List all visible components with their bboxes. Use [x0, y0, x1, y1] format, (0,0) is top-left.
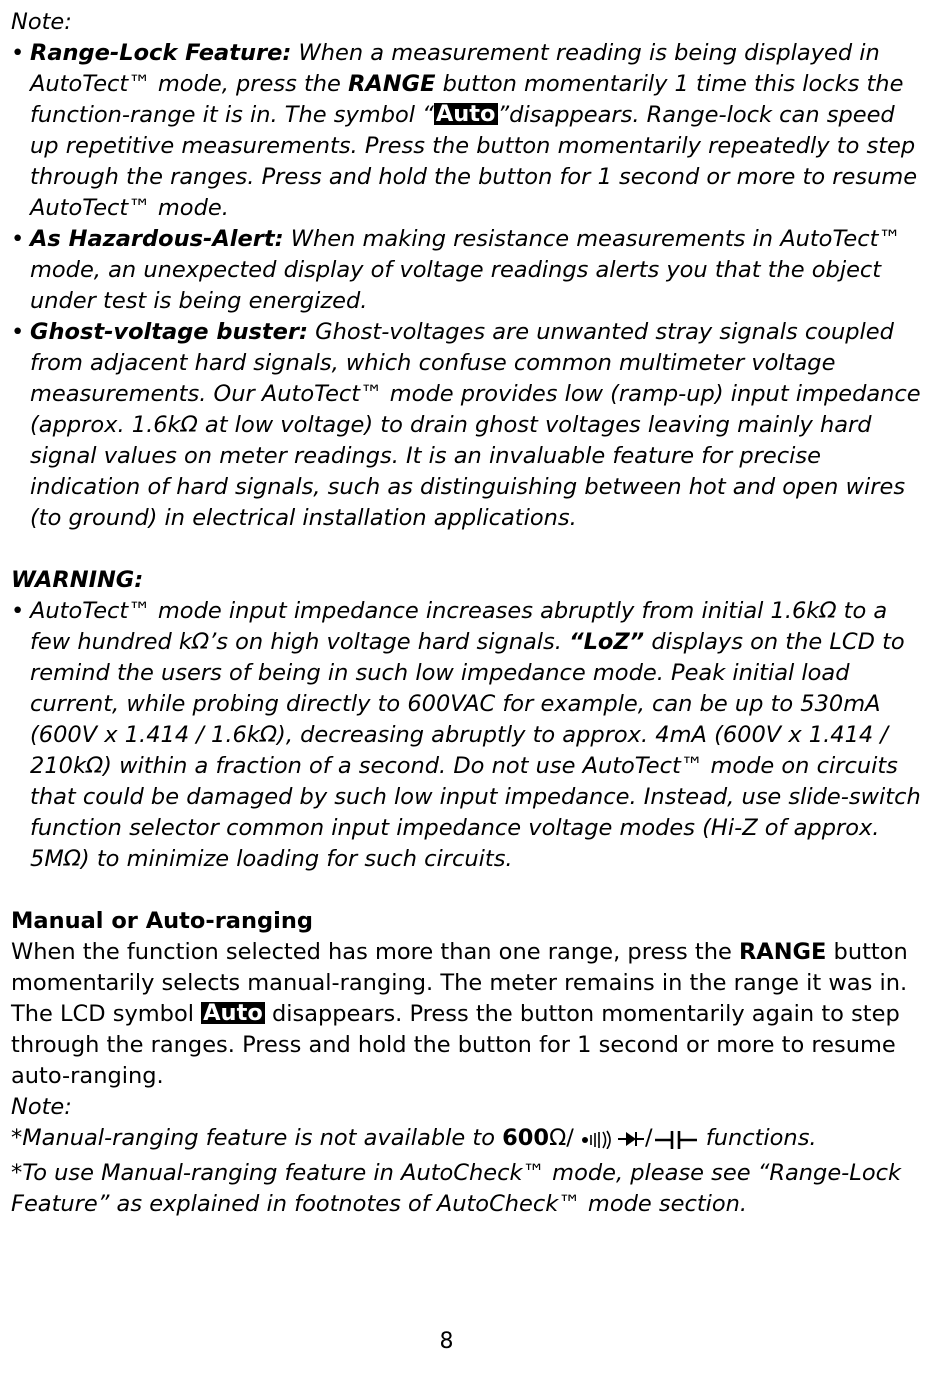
hazard-alert-bullet	[11, 224, 926, 317]
auto-symbol-badge: Auto	[203, 1000, 263, 1026]
continuity-beeper-icon	[581, 1127, 617, 1158]
loz-keyword: “LoZ”	[569, 629, 645, 655]
note-line-1-text-b: functions.	[698, 1125, 817, 1151]
range-lock-title: Range-Lock Feature:	[30, 40, 292, 66]
ghost-voltage-text: Ghost-voltages are unwanted stray signals coupled from adjacent hard signals, which confuse common multimeter voltage measurements. Our AutoTect™ mode provides low (ramp-up) input impedance (approx. 1.6kΩ at low voltage) to drain ghost voltages leaving mainly hard signal values on meter readings. It is an invaluable feature for precise indication of hard signals, such as distinguishing between hot and open wires (to ground) in electrical installation applications.	[30, 319, 921, 531]
note-line-2: *To use Manual-ranging feature in AutoCheck™ mode, please see “Range-Lock Feature” as explained in footnotes of AutoCheck™ mode section.	[11, 1160, 902, 1217]
section-heading: Manual or Auto-ranging	[11, 908, 313, 934]
ohm-600-value: 600	[502, 1125, 550, 1151]
range-keyword: RANGE	[738, 939, 827, 965]
range-lock-text-2: button momentarily 1 time this locks the function-range it is in. The symbol “	[30, 71, 904, 128]
manual-ranging-paragraph	[11, 937, 926, 1092]
manual-text-2: button momentarily selects manual-ranging. The meter remains in the range it was in. The LCD symbol	[11, 939, 908, 1027]
bullet-dot: •	[11, 598, 25, 624]
warning-bullet	[11, 596, 926, 875]
note-label: Note:	[11, 9, 72, 35]
range-lock-text-3: ”disappears. Range-lock can speed up repetitive measurements. Press the button momentarily repeatedly to step through the ranges. Press and hold the button for 1 second or more to resume AutoTect™ mode.	[30, 102, 918, 221]
warning-text-1: AutoTect™ mode input impedance increases abruptly from initial 1.6kΩ to a few hundred kΩ’s on high voltage hard signals.	[30, 598, 888, 655]
note-line-1-text-a: *Manual-ranging feature is not available to	[11, 1125, 503, 1151]
ohm-unit: Ω/	[549, 1125, 582, 1151]
note-label: Note:	[11, 1094, 72, 1120]
page-number: 8	[439, 1329, 454, 1354]
manual-page	[11, 7, 926, 1220]
ghost-voltage-bullet	[11, 317, 926, 534]
bullet-dot: •	[11, 226, 25, 252]
warning-label: WARNING:	[11, 567, 144, 593]
capacitor-icon	[653, 1127, 699, 1158]
auto-symbol-badge: Auto	[435, 101, 496, 127]
warning-text-2: displays on the LCD to remind the users of being in such low impedance mode. Peak initial load current, while probing directly to 600VAC for example, can be up to 530mA (600V x 1.414 / 1.6kΩ), decreasing abruptly to approx. 4mA (600V x 1.414 / 210kΩ) within a fraction of a second. Do not use AutoTect™ mode on circuits that could be damaged by such low input impedance. Instead, use slide-switch function selector common input impedance voltage modes (Hi-Z of approx. 5MΩ) to minimize loading for such circuits.	[30, 629, 921, 872]
range-keyword: RANGE	[348, 71, 436, 97]
manual-text-1: When the function selected has more than one range, press the	[11, 939, 739, 965]
hazard-alert-text: When making resistance measurements in AutoTect™ mode, an unexpected display of voltage readings alerts you that the object under test is being energized.	[30, 226, 901, 314]
range-lock-bullet	[11, 38, 926, 224]
range-lock-text-1: When a measurement reading is being displayed in AutoTect™ mode, press the	[30, 40, 880, 97]
bullet-dot: •	[11, 40, 25, 66]
note-line-1: *Manual-ranging feature is not available to 600Ω/ / functions.	[11, 1123, 926, 1158]
bullet-dot: •	[11, 319, 25, 345]
diode-icon	[617, 1127, 645, 1158]
ghost-voltage-title: Ghost-voltage buster:	[30, 319, 309, 345]
manual-text-3: disappears. Press the button momentarily again to step through the ranges. Press and hold the button for 1 second or more to resume auto-ranging.	[11, 1001, 900, 1089]
hazard-alert-title: As Hazardous-Alert:	[30, 226, 284, 252]
